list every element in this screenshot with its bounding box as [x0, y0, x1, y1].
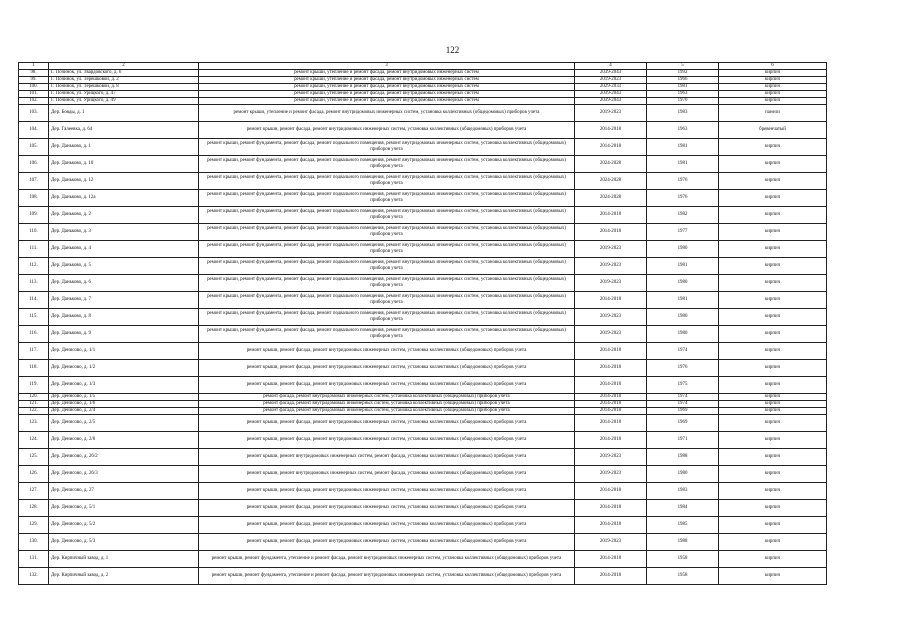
table-row	[19, 190, 827, 207]
table-row	[19, 241, 827, 258]
period-cell: 2019-2023	[575, 466, 647, 483]
row-number: 129.	[19, 517, 49, 534]
address-cell: Дер. Денисово, д. 2/6	[49, 432, 199, 449]
material-cell: кирпич	[719, 139, 827, 156]
year-cell: 1976	[647, 190, 719, 207]
year-cell: 1980	[647, 241, 719, 258]
table-row	[19, 415, 827, 432]
period-cell: 2014-2018	[575, 292, 647, 309]
row-number: 108.	[19, 190, 49, 207]
year-cell: 1985	[647, 517, 719, 534]
period-cell: 2019-2023	[575, 309, 647, 326]
row-number: 110.	[19, 224, 49, 241]
row-number: 105.	[19, 139, 49, 156]
period-cell: 2039-2043	[575, 91, 647, 98]
period-cell: 2014-2018	[575, 343, 647, 360]
works-cell: ремонт крыши, ремонт внутридомовых инженерных систем, ремонт фасада, установка коллективных (общедомовых) приборов учета	[199, 449, 575, 466]
period-cell: 2014-2018	[575, 139, 647, 156]
header-cell: 1	[19, 63, 49, 70]
material-cell: кирпич	[719, 77, 827, 84]
year-cell: 1981	[647, 258, 719, 275]
works-cell: ремонт крыши, ремонт фундамента, ремонт фасада, ремонт подвального помещения, ремонт внутридомовых инженерных систем, установка коллективных (общедомовых) приборов учета	[199, 156, 575, 173]
period-cell: 2019-2023	[575, 326, 647, 343]
year-cell: 1983	[647, 483, 719, 500]
period-cell: 2019-2023	[575, 258, 647, 275]
address-cell: Дер. Даньково, д. 1	[49, 139, 199, 156]
period-cell: 2039-2043	[575, 98, 647, 105]
address-cell: Дер. Даньково, д. 8	[49, 309, 199, 326]
works-cell: ремонт крыши, ремонт внутридомовых инженерных систем, ремонт фасада, установка коллективных (общедомовых) приборов учета	[199, 466, 575, 483]
year-cell: 1988	[647, 534, 719, 551]
row-number: 122.	[19, 408, 49, 415]
material-cell: кирпич	[719, 377, 827, 394]
period-cell: 2014-2018	[575, 408, 647, 415]
year-cell: 1984	[647, 500, 719, 517]
row-number: 123.	[19, 415, 49, 432]
address-cell: Дер. Денисово, д. 5/1	[49, 500, 199, 517]
row-number: 98.	[19, 70, 49, 77]
period-cell: 2014-2018	[575, 551, 647, 568]
address-cell: Дер. Даньково, д. 3	[49, 224, 199, 241]
table-row	[19, 156, 827, 173]
table-row	[19, 401, 827, 408]
year-cell: 1980	[647, 309, 719, 326]
address-cell: Дер. Даньково, д. 6	[49, 275, 199, 292]
works-cell: ремонт крыши, ремонт фундамента, ремонт фасада, ремонт подвального помещения, ремонт внутридомовых инженерных систем, установка коллективных (общедомовых) приборов учета	[199, 139, 575, 156]
table-row	[19, 275, 827, 292]
period-cell: 2014-2018	[575, 568, 647, 585]
address-cell: Дер. Даньково, д. 4	[49, 241, 199, 258]
year-cell: 1970	[647, 98, 719, 105]
table-row	[19, 408, 827, 415]
table-row	[19, 224, 827, 241]
table-row	[19, 377, 827, 394]
material-cell: кирпич	[719, 432, 827, 449]
address-cell: Дер. Бояды, д. 1	[49, 105, 199, 122]
year-cell: 1982	[647, 207, 719, 224]
table-row	[19, 173, 827, 190]
works-cell: ремонт крыши, ремонт фундамента, ремонт фасада, ремонт подвального помещения, ремонт внутридомовых инженерных систем, установка коллективных (общедомовых) приборов учета	[199, 258, 575, 275]
row-number: 132.	[19, 568, 49, 585]
works-cell: ремонт крыши, ремонт фундамента, ремонт фасада, ремонт подвального помещения, ремонт внутридомовых инженерных систем, установка коллективных (общедомовых) приборов учета	[199, 275, 575, 292]
year-cell: 1974	[647, 394, 719, 401]
works-cell: ремонт фасада, ремонт внутридомовых инженерных систем, установка коллективных (общедомовых) приборов учета	[199, 408, 575, 415]
address-cell: Дер. Даньково, д. 10	[49, 156, 199, 173]
address-cell: Дер. Даньково, д. 5	[49, 258, 199, 275]
year-cell: 1981	[647, 156, 719, 173]
address-cell: Дер. Кирпичный завод, д. 1	[49, 551, 199, 568]
material-cell: кирпич	[719, 568, 827, 585]
works-cell: ремонт крыши, ремонт фундамента, ремонт фасада, ремонт подвального помещения, ремонт внутридомовых инженерных систем, установка коллективных (общедомовых) приборов учета	[199, 207, 575, 224]
works-cell: ремонт фасада, ремонт внутридомовых инженерных систем, установка коллективных (общедомовых) приборов учета	[199, 401, 575, 408]
table-row	[19, 500, 827, 517]
material-cell: кирпич	[719, 275, 827, 292]
year-cell: 1983	[647, 105, 719, 122]
table-row	[19, 343, 827, 360]
material-cell: кирпич	[719, 309, 827, 326]
works-cell: ремонт крыши, ремонт фундамента, ремонт фасада, ремонт подвального помещения, ремонт внутридомовых инженерных систем, установка коллективных (общедомовых) приборов учета	[199, 241, 575, 258]
period-cell: 2014-2018	[575, 500, 647, 517]
material-cell: кирпич	[719, 343, 827, 360]
table-row	[19, 483, 827, 500]
material-cell: кирпич	[719, 534, 827, 551]
period-cell: 2014-2018	[575, 377, 647, 394]
table-row	[19, 534, 827, 551]
address-cell: Дер. Денисово, д. 1/6	[49, 401, 199, 408]
material-cell: кирпич	[719, 551, 827, 568]
material-cell: кирпич	[719, 224, 827, 241]
year-cell: 1980	[647, 275, 719, 292]
works-cell: ремонт крыши, утепление и ремонт фасада, ремонт внутридомовых инженерных систем	[199, 77, 575, 84]
row-number: 111.	[19, 241, 49, 258]
material-cell: кирпич	[719, 173, 827, 190]
table-row	[19, 568, 827, 585]
period-cell: 2024-2028	[575, 190, 647, 207]
period-cell: 2039-2043	[575, 70, 647, 77]
works-cell: ремонт крыши, утепление и ремонт фасада, ремонт внутридомовых инженерных систем	[199, 98, 575, 105]
table-row	[19, 466, 827, 483]
material-cell: кирпич	[719, 360, 827, 377]
year-cell: 1958	[647, 551, 719, 568]
year-cell: 1981	[647, 84, 719, 91]
address-cell: Дер. Денисово, д. 1/3	[49, 377, 199, 394]
table-row	[19, 98, 827, 105]
table-row	[19, 70, 827, 77]
works-cell: ремонт крыши, ремонт фундамента, утепление и ремонт фасада, ремонт внутридомовых инженерных систем, установка коллективных (общедомовых) приборов учета	[199, 568, 575, 585]
material-cell: кирпич	[719, 292, 827, 309]
works-cell: ремонт крыши, ремонт фундамента, ремонт фасада, ремонт подвального помещения, ремонт внутридомовых инженерных систем, установка коллективных (общедомовых) приборов учета	[199, 190, 575, 207]
address-cell: Дер. Денисово, д. 27	[49, 483, 199, 500]
period-cell: 2019-2023	[575, 77, 647, 84]
works-cell: ремонт крыши, ремонт фундамента, ремонт фасада, ремонт подвального помещения, ремонт внутридомовых инженерных систем, установка коллективных (общедомовых) приборов учета	[199, 292, 575, 309]
works-cell: ремонт крыши, ремонт фундамента, ремонт фасада, ремонт подвального помещения, ремонт внутридомовых инженерных систем, установка коллективных (общедомовых) приборов учета	[199, 309, 575, 326]
year-cell: 1974	[647, 401, 719, 408]
address-cell: Г. Починок, ул. Терешковой, д. 2	[49, 77, 199, 84]
works-cell: ремонт крыши, ремонт фасада, ремонт внутридомовых инженерных систем, установка коллективных (общедомовых) приборов учета	[199, 500, 575, 517]
period-cell: 2019-2023	[575, 275, 647, 292]
works-cell: ремонт крыши, ремонт фундамента, ремонт фасада, ремонт подвального помещения, ремонт внутридомовых инженерных систем, установка коллективных (общедомовых) приборов учета	[199, 224, 575, 241]
works-cell: ремонт крыши, ремонт фасада, ремонт внутридомовых инженерных систем, установка коллективных (общедомовых) приборов учета	[199, 377, 575, 394]
address-cell: Г. Починок, ул. Урицкого, д. 47	[49, 91, 199, 98]
material-cell: бревенчатый	[719, 122, 827, 139]
works-cell: ремонт крыши, ремонт фасада, ремонт внутридомовых инженерных систем, установка коллективных (общедомовых) приборов учета	[199, 534, 575, 551]
material-cell: кирпич	[719, 84, 827, 91]
year-cell: 1981	[647, 139, 719, 156]
address-cell: Дер. Денисово, д. 1/1	[49, 343, 199, 360]
address-cell: Дер. Денисово, д. 26/2	[49, 449, 199, 466]
works-cell: ремонт крыши, ремонт фасада, ремонт внутридомовых инженерных систем, установка коллективных (общедомовых) приборов учета	[199, 360, 575, 377]
row-number: 103.	[19, 105, 49, 122]
year-cell: 1971	[647, 432, 719, 449]
year-cell: 1992	[647, 70, 719, 77]
header-cell: 2	[49, 63, 199, 70]
material-cell: кирпич	[719, 70, 827, 77]
address-cell: Дер. Даньково, д. 9	[49, 326, 199, 343]
material-cell: кирпич	[719, 483, 827, 500]
year-cell: 1976	[647, 173, 719, 190]
row-number: 106.	[19, 156, 49, 173]
header-cell: 3	[199, 63, 575, 70]
period-cell: 2014-2018	[575, 207, 647, 224]
year-cell: 1958	[647, 568, 719, 585]
table-row	[19, 292, 827, 309]
row-number: 102.	[19, 98, 49, 105]
header-cell: 6	[719, 63, 827, 70]
row-number: 131.	[19, 551, 49, 568]
row-number: 109.	[19, 207, 49, 224]
address-cell: Дер. Даньково, д. 2	[49, 207, 199, 224]
row-number: 127.	[19, 483, 49, 500]
address-cell: Дер. Галеевка, д. 64	[49, 122, 199, 139]
material-cell: кирпич	[719, 326, 827, 343]
material-cell: кирпич	[719, 258, 827, 275]
row-number: 114.	[19, 292, 49, 309]
year-cell: 1975	[647, 377, 719, 394]
page-number: 122	[445, 45, 460, 55]
row-number: 116.	[19, 326, 49, 343]
year-cell: 1980	[647, 326, 719, 343]
material-cell: кирпич	[719, 500, 827, 517]
works-cell: ремонт крыши, ремонт фасада, ремонт внутридомовых инженерных систем, установка коллективных (общедомовых) приборов учета	[199, 517, 575, 534]
period-cell: 2024-2028	[575, 156, 647, 173]
works-cell: ремонт крыши, ремонт фасада, ремонт внутридомовых инженерных систем, установка коллективных (общедомовых) приборов учета	[199, 122, 575, 139]
material-cell: кирпич	[719, 156, 827, 173]
works-cell: ремонт крыши, утепление и ремонт фасада, ремонт внутридомовых инженерных систем	[199, 84, 575, 91]
material-cell: кирпич	[719, 190, 827, 207]
row-number: 115.	[19, 309, 49, 326]
works-cell: ремонт крыши, утепление и ремонт фасада, ремонт внутридомовых инженерных систем	[199, 91, 575, 98]
material-cell: кирпич	[719, 408, 827, 415]
period-cell: 2029-2033	[575, 84, 647, 91]
period-cell: 2014-2018	[575, 415, 647, 432]
year-cell: 1977	[647, 224, 719, 241]
material-cell: кирпич	[719, 394, 827, 401]
row-number: 125.	[19, 449, 49, 466]
year-cell: 1966	[647, 77, 719, 84]
row-number: 119.	[19, 377, 49, 394]
table-row	[19, 394, 827, 401]
table-row	[19, 91, 827, 98]
year-cell: 1963	[647, 91, 719, 98]
works-cell: ремонт фасада, ремонт внутридомовых инженерных систем, установка коллективных (общедомовых) приборов учета	[199, 394, 575, 401]
address-cell: Дер. Денисово, д. 5/2	[49, 517, 199, 534]
address-cell: Дер. Денисово, д. 1/5	[49, 394, 199, 401]
year-cell: 1980	[647, 466, 719, 483]
period-cell: 2014-2018	[575, 224, 647, 241]
address-cell: Г. Починок, ул. Урицкого, д. 49	[49, 98, 199, 105]
address-cell: Дер. Денисово, д. 26/3	[49, 466, 199, 483]
table-row	[19, 258, 827, 275]
address-cell: Дер. Даньково, д. 12а	[49, 190, 199, 207]
year-cell: 1976	[647, 360, 719, 377]
row-number: 101.	[19, 91, 49, 98]
period-cell: 2024-2028	[575, 173, 647, 190]
row-number: 128.	[19, 500, 49, 517]
row-number: 113.	[19, 275, 49, 292]
year-cell: 1963	[647, 122, 719, 139]
table-row	[19, 432, 827, 449]
address-cell: Дер. Даньково, д. 7	[49, 292, 199, 309]
material-cell: панели	[719, 105, 827, 122]
year-cell: 1969	[647, 415, 719, 432]
works-cell: ремонт крыши, ремонт фундамента, ремонт фасада, ремонт подвального помещения, ремонт внутридомовых инженерных систем, установка коллективных (общедомовых) приборов учета	[199, 326, 575, 343]
period-cell: 2019-2023	[575, 241, 647, 258]
material-cell: кирпич	[719, 91, 827, 98]
row-number: 126.	[19, 466, 49, 483]
row-number: 124.	[19, 432, 49, 449]
material-cell: кирпич	[719, 449, 827, 466]
period-cell: 2014-2018	[575, 483, 647, 500]
material-cell: кирпич	[719, 207, 827, 224]
year-cell: 1981	[647, 292, 719, 309]
works-cell: ремонт крыши, ремонт фундамента, утепление и ремонт фасада, ремонт внутридомовых инженерных систем, установка коллективных (общедомовых) приборов учета	[199, 551, 575, 568]
works-cell: ремонт крыши, утепление и ремонт фасада, ремонт внутридомовых инженерных систем	[199, 70, 575, 77]
table-row	[19, 207, 827, 224]
address-cell: Г. Починок, ул. Терешковой, д. 8	[49, 84, 199, 91]
row-number: 104.	[19, 122, 49, 139]
works-cell: ремонт крыши, ремонт фасада, ремонт внутридомовых инженерных систем, установка коллективных (общедомовых) приборов учета	[199, 432, 575, 449]
period-cell: 2014-2018	[575, 432, 647, 449]
column-number-header	[19, 63, 827, 70]
material-cell: кирпич	[719, 98, 827, 105]
table-row	[19, 122, 827, 139]
row-number: 100.	[19, 84, 49, 91]
material-cell: кирпич	[719, 415, 827, 432]
period-cell: 2014-2018	[575, 394, 647, 401]
capital-repair-table	[18, 62, 827, 585]
header-cell: 5	[647, 63, 719, 70]
address-cell: Дер. Даньково, д. 12	[49, 173, 199, 190]
material-cell: кирпич	[719, 466, 827, 483]
year-cell: 1969	[647, 408, 719, 415]
year-cell: 1974	[647, 343, 719, 360]
row-number: 107.	[19, 173, 49, 190]
period-cell: 2014-2018	[575, 360, 647, 377]
table-row	[19, 326, 827, 343]
material-cell: кирпич	[719, 241, 827, 258]
works-cell: ремонт крыши, ремонт фасада, ремонт внутридомовых инженерных систем, установка коллективных (общедомовых) приборов учета	[199, 343, 575, 360]
row-number: 121.	[19, 401, 49, 408]
period-cell: 2014-2018	[575, 517, 647, 534]
row-number: 112.	[19, 258, 49, 275]
address-cell: Дер. Денисово, д. 5/3	[49, 534, 199, 551]
period-cell: 2014-2018	[575, 401, 647, 408]
row-number: 118.	[19, 360, 49, 377]
period-cell: 2019-2023	[575, 105, 647, 122]
period-cell: 2019-2023	[575, 534, 647, 551]
period-cell: 2019-2023	[575, 449, 647, 466]
row-number: 130.	[19, 534, 49, 551]
header-cell: 4	[575, 63, 647, 70]
works-cell: ремонт крыши, утепление и ремонт фасада, ремонт внутридомовых инженерных систем, установка коллективных (общедомовых) приборов учета	[199, 105, 575, 122]
address-cell: Дер. Денисово, д. 1/2	[49, 360, 199, 377]
table-row	[19, 84, 827, 91]
material-cell: кирпич	[719, 517, 827, 534]
works-cell: ремонт крыши, ремонт фасада, ремонт внутридомовых инженерных систем, установка коллективных (общедомовых) приборов учета	[199, 483, 575, 500]
address-cell: Дер. Кирпичный завод, д. 2	[49, 568, 199, 585]
works-cell: ремонт крыши, ремонт фундамента, ремонт фасада, ремонт подвального помещения, ремонт внутридомовых инженерных систем, установка коллективных (общедомовых) приборов учета	[199, 173, 575, 190]
works-cell: ремонт крыши, ремонт фасада, ремонт внутридомовых инженерных систем, установка коллективных (общедомовых) приборов учета	[199, 415, 575, 432]
table-row	[19, 77, 827, 84]
row-number: 117.	[19, 343, 49, 360]
row-number: 120.	[19, 394, 49, 401]
address-cell: Дер. Денисово, д. 2/5	[49, 415, 199, 432]
material-cell: кирпич	[719, 401, 827, 408]
table-row	[19, 360, 827, 377]
table-row	[19, 449, 827, 466]
table-row	[19, 309, 827, 326]
table-row	[19, 139, 827, 156]
row-number: 99.	[19, 77, 49, 84]
table-row	[19, 105, 827, 122]
table-row	[19, 517, 827, 534]
year-cell: 1988	[647, 449, 719, 466]
address-cell: Г. Починок, ул. Твардовского, д. 6	[49, 70, 199, 77]
table-row	[19, 551, 827, 568]
address-cell: Дер. Денисово, д. 2/4	[49, 408, 199, 415]
period-cell: 2014-2018	[575, 122, 647, 139]
